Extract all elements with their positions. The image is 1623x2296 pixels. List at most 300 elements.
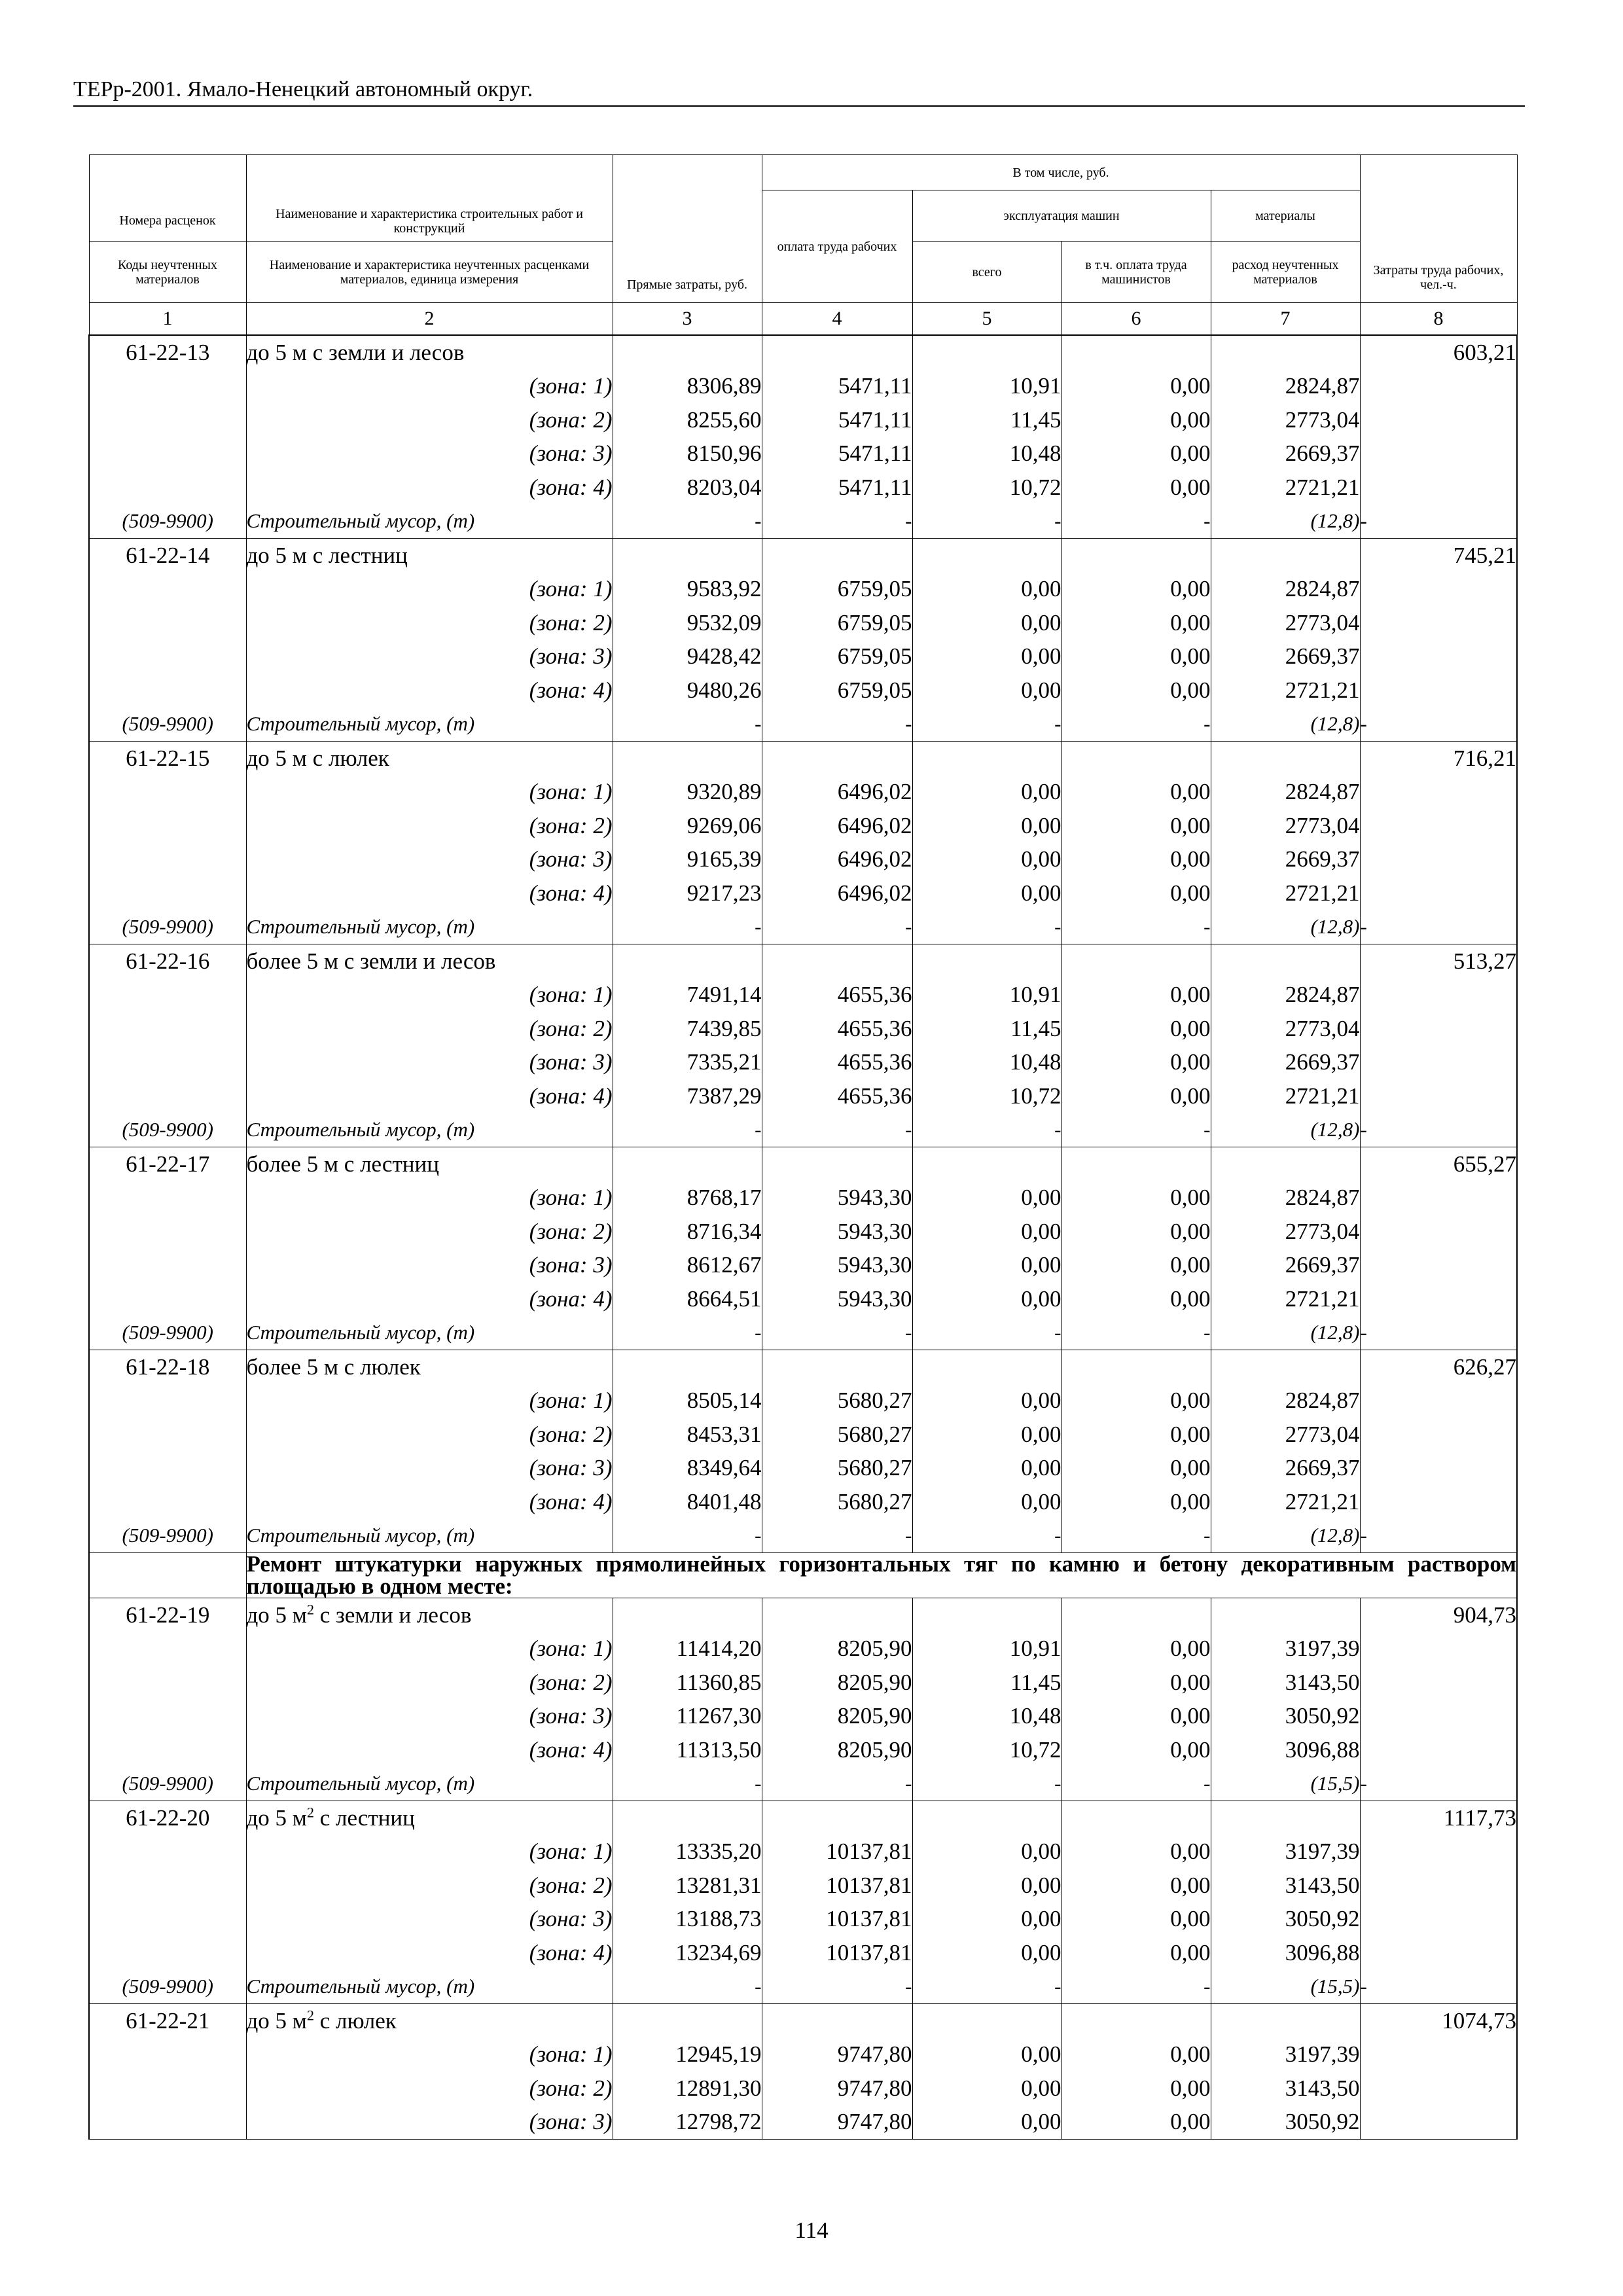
rate-name-tail: с люлек bbox=[313, 2007, 397, 2034]
empty-cell bbox=[912, 1350, 1061, 1384]
direct-cost: 9532,09 bbox=[613, 606, 762, 640]
zone-label: (зона: 3) bbox=[246, 1046, 613, 1080]
empty-cell bbox=[1211, 1350, 1360, 1384]
material-cost: 2773,04 bbox=[1211, 403, 1360, 437]
empty-cell bbox=[1360, 1733, 1517, 1767]
rate-name-text: более 5 м с лестниц bbox=[246, 1151, 439, 1177]
worker-wage: 9747,80 bbox=[762, 2038, 912, 2072]
zone-label: (зона: 2) bbox=[246, 1215, 613, 1249]
rate-title-row bbox=[89, 1350, 1517, 1384]
zone-row bbox=[89, 1418, 1517, 1452]
dash-cell: - bbox=[762, 1970, 912, 2004]
dash-cell: - bbox=[762, 505, 912, 539]
empty-cell bbox=[89, 1903, 246, 1937]
zone-label: (зона: 2) bbox=[246, 606, 613, 640]
dash-cell: - bbox=[912, 708, 1061, 742]
direct-cost: 8716,34 bbox=[613, 1215, 762, 1249]
worker-wage: 8205,90 bbox=[762, 1733, 912, 1767]
empty-cell bbox=[1061, 2004, 1211, 2038]
machine-cost: 0,00 bbox=[912, 1418, 1061, 1452]
colnum-4: 4 bbox=[762, 303, 912, 336]
machine-cost: 10,72 bbox=[912, 471, 1061, 505]
material-name: Строительный мусор, (т) bbox=[246, 1316, 613, 1350]
empty-cell bbox=[1211, 1598, 1360, 1632]
machinist-wage: 0,00 bbox=[1061, 1181, 1211, 1215]
worker-wage: 10137,81 bbox=[762, 1869, 912, 1903]
zone-label: (зона: 1) bbox=[246, 1632, 613, 1666]
empty-cell bbox=[89, 1215, 246, 1249]
machine-cost: 0,00 bbox=[912, 776, 1061, 810]
machinist-wage: 0,00 bbox=[1061, 1903, 1211, 1937]
section-heading-row bbox=[89, 1553, 1517, 1598]
labor-cost: 655,27 bbox=[1360, 1147, 1517, 1181]
zone-row bbox=[89, 809, 1517, 843]
material-cost: 2669,37 bbox=[1211, 640, 1360, 674]
empty-cell bbox=[89, 370, 246, 404]
machinist-wage: 0,00 bbox=[1061, 1733, 1211, 1767]
empty-cell bbox=[1211, 944, 1360, 978]
machinist-wage: 0,00 bbox=[1061, 1452, 1211, 1486]
machine-cost: 0,00 bbox=[912, 876, 1061, 910]
empty-cell bbox=[89, 1384, 246, 1418]
dash-cell: - bbox=[1360, 1970, 1517, 2004]
worker-wage: 5471,11 bbox=[762, 403, 912, 437]
empty-cell bbox=[1360, 573, 1517, 607]
material-cost: 2824,87 bbox=[1211, 776, 1360, 810]
labor-cost: 603,21 bbox=[1360, 335, 1517, 370]
zone-row bbox=[89, 1079, 1517, 1113]
direct-cost: 9583,92 bbox=[613, 573, 762, 607]
worker-wage: 8205,90 bbox=[762, 1666, 912, 1700]
zone-row bbox=[89, 776, 1517, 810]
machinist-wage: 0,00 bbox=[1061, 1485, 1211, 1519]
empty-cell bbox=[1360, 776, 1517, 810]
section-code-cell bbox=[89, 1553, 246, 1598]
zone-label: (зона: 4) bbox=[246, 1733, 613, 1767]
machinist-wage: 0,00 bbox=[1061, 606, 1211, 640]
zone-row bbox=[89, 1666, 1517, 1700]
col2-bottom-header: Наименование и характеристика неучтенных расценками материалов, единица измерения bbox=[246, 242, 613, 303]
zone-row bbox=[89, 1632, 1517, 1666]
machine-cost: 0,00 bbox=[912, 1869, 1061, 1903]
worker-wage: 5471,11 bbox=[762, 370, 912, 404]
material-qty: (15,5) bbox=[1211, 1767, 1360, 1801]
material-cost: 3096,88 bbox=[1211, 1936, 1360, 1970]
empty-cell bbox=[1061, 1801, 1211, 1835]
material-cost: 3050,92 bbox=[1211, 1700, 1360, 1734]
rate-name-text: до 5 м с земли и лесов bbox=[246, 339, 465, 365]
zone-label: (зона: 3) bbox=[246, 1700, 613, 1734]
colnum-3: 3 bbox=[613, 303, 762, 336]
machinist-wage: 0,00 bbox=[1061, 573, 1211, 607]
dash-cell: - bbox=[1360, 1113, 1517, 1147]
empty-cell bbox=[1360, 1835, 1517, 1869]
zone-label: (зона: 1) bbox=[246, 370, 613, 404]
empty-cell bbox=[89, 1632, 246, 1666]
empty-cell bbox=[89, 403, 246, 437]
waste-row bbox=[89, 708, 1517, 742]
empty-cell bbox=[1360, 606, 1517, 640]
machinist-wage: 0,00 bbox=[1061, 673, 1211, 708]
machine-cost: 0,00 bbox=[912, 606, 1061, 640]
machinist-wage: 0,00 bbox=[1061, 370, 1211, 404]
labor-cost: 626,27 bbox=[1360, 1350, 1517, 1384]
direct-cost: 11360,85 bbox=[613, 1666, 762, 1700]
empty-cell bbox=[1360, 1282, 1517, 1316]
zone-label: (зона: 3) bbox=[246, 2106, 613, 2140]
empty-cell bbox=[1360, 1700, 1517, 1734]
rate-code: 61-22-18 bbox=[89, 1350, 246, 1384]
empty-cell bbox=[1360, 1632, 1517, 1666]
empty-cell bbox=[89, 1181, 246, 1215]
material-cost: 2721,21 bbox=[1211, 471, 1360, 505]
dash-cell: - bbox=[1061, 708, 1211, 742]
colnum-5: 5 bbox=[912, 303, 1061, 336]
col2-top-header: Наименование и характеристика строительных работ и конструкций bbox=[246, 155, 613, 242]
worker-wage: 10137,81 bbox=[762, 1835, 912, 1869]
dash-cell: - bbox=[1360, 708, 1517, 742]
machinist-wage: 0,00 bbox=[1061, 1936, 1211, 1970]
empty-cell bbox=[613, 539, 762, 573]
empty-cell bbox=[912, 1598, 1061, 1632]
machinist-wage: 0,00 bbox=[1061, 876, 1211, 910]
materials-group-header: материалы bbox=[1211, 190, 1360, 242]
rate-name bbox=[246, 1801, 613, 1835]
machinist-wage: 0,00 bbox=[1061, 471, 1211, 505]
material-name: Строительный мусор, (т) bbox=[246, 505, 613, 539]
empty-cell bbox=[1360, 640, 1517, 674]
zone-row bbox=[89, 2072, 1517, 2106]
zone-row bbox=[89, 437, 1517, 471]
rate-code: 61-22-15 bbox=[89, 742, 246, 776]
empty-cell bbox=[89, 1485, 246, 1519]
empty-cell bbox=[613, 1147, 762, 1181]
machine-cost: 0,00 bbox=[912, 640, 1061, 674]
machine-cost: 0,00 bbox=[912, 573, 1061, 607]
empty-cell bbox=[89, 640, 246, 674]
dash-cell: - bbox=[1061, 1113, 1211, 1147]
material-name: Строительный мусор, (т) bbox=[246, 1767, 613, 1801]
empty-cell bbox=[762, 1350, 912, 1384]
empty-cell bbox=[1211, 1801, 1360, 1835]
material-cost: 3143,50 bbox=[1211, 1666, 1360, 1700]
rate-title-row bbox=[89, 944, 1517, 978]
zone-row bbox=[89, 1452, 1517, 1486]
zone-label: (зона: 1) bbox=[246, 1181, 613, 1215]
empty-cell bbox=[89, 1700, 246, 1734]
empty-cell bbox=[1360, 809, 1517, 843]
dash-cell: - bbox=[613, 1767, 762, 1801]
material-cost: 2669,37 bbox=[1211, 1249, 1360, 1283]
labor-cost: 745,21 bbox=[1360, 539, 1517, 573]
col1-bottom-header: Коды неучтенных материалов bbox=[89, 242, 246, 303]
material-qty: (15,5) bbox=[1211, 1970, 1360, 2004]
empty-cell bbox=[1360, 2038, 1517, 2072]
zone-row bbox=[89, 1936, 1517, 1970]
worker-wage: 10137,81 bbox=[762, 1903, 912, 1937]
dash-cell: - bbox=[1360, 1316, 1517, 1350]
rate-name bbox=[246, 1598, 613, 1632]
machinist-wage: 0,00 bbox=[1061, 403, 1211, 437]
zone-label: (зона: 2) bbox=[246, 1869, 613, 1903]
empty-cell bbox=[1061, 335, 1211, 370]
material-qty: (12,8) bbox=[1211, 910, 1360, 944]
machinist-wage: 0,00 bbox=[1061, 1249, 1211, 1283]
material-cost: 2824,87 bbox=[1211, 370, 1360, 404]
worker-wage: 6759,05 bbox=[762, 673, 912, 708]
zone-label: (зона: 1) bbox=[246, 1835, 613, 1869]
rate-title-row bbox=[89, 742, 1517, 776]
empty-cell bbox=[89, 1418, 246, 1452]
machine-cost: 0,00 bbox=[912, 1181, 1061, 1215]
empty-cell bbox=[1360, 471, 1517, 505]
empty-cell bbox=[89, 1835, 246, 1869]
machinist-wage: 0,00 bbox=[1061, 1079, 1211, 1113]
zone-label: (зона: 4) bbox=[246, 673, 613, 708]
material-cost: 3143,50 bbox=[1211, 2072, 1360, 2106]
rate-name-text: до 5 м с лестниц bbox=[246, 542, 408, 568]
empty-cell bbox=[1211, 742, 1360, 776]
dash-cell: - bbox=[912, 1316, 1061, 1350]
zone-label: (зона: 1) bbox=[246, 776, 613, 810]
machinist-wage: 0,00 bbox=[1061, 1835, 1211, 1869]
rate-name-text: более 5 м с люлек bbox=[246, 1354, 421, 1380]
worker-wage: 6496,02 bbox=[762, 809, 912, 843]
material-name: Строительный мусор, (т) bbox=[246, 708, 613, 742]
machines-group-header: эксплуатация машин bbox=[912, 190, 1211, 242]
empty-cell bbox=[89, 1046, 246, 1080]
labor-cost: 1074,73 bbox=[1360, 2004, 1517, 2038]
machinist-wage: 0,00 bbox=[1061, 437, 1211, 471]
machine-cost: 0,00 bbox=[912, 2072, 1061, 2106]
col4-header: оплата труда рабочих bbox=[762, 190, 912, 303]
empty-cell bbox=[1061, 1147, 1211, 1181]
empty-cell bbox=[1360, 1181, 1517, 1215]
unit-superscript: 2 bbox=[306, 2007, 314, 2024]
worker-wage: 4655,36 bbox=[762, 1046, 912, 1080]
worker-wage: 5471,11 bbox=[762, 471, 912, 505]
worker-wage: 5680,27 bbox=[762, 1418, 912, 1452]
machinist-wage: 0,00 bbox=[1061, 1282, 1211, 1316]
empty-cell bbox=[89, 1666, 246, 1700]
empty-cell bbox=[89, 606, 246, 640]
rate-title-row bbox=[89, 1147, 1517, 1181]
zone-label: (зона: 2) bbox=[246, 403, 613, 437]
machine-cost: 0,00 bbox=[912, 1249, 1061, 1283]
dash-cell: - bbox=[912, 1113, 1061, 1147]
machine-cost: 11,45 bbox=[912, 403, 1061, 437]
empty-cell bbox=[1360, 1046, 1517, 1080]
running-header: ТЕРр-2001. Ямало-Ненецкий автономный округ. bbox=[73, 77, 533, 101]
direct-cost: 8612,67 bbox=[613, 1249, 762, 1283]
worker-wage: 5943,30 bbox=[762, 1249, 912, 1283]
material-cost: 2721,21 bbox=[1211, 876, 1360, 910]
direct-cost: 9217,23 bbox=[613, 876, 762, 910]
machine-cost: 0,00 bbox=[912, 1282, 1061, 1316]
zone-row bbox=[89, 1384, 1517, 1418]
dash-cell: - bbox=[912, 1519, 1061, 1553]
rate-name-text: до 5 м bbox=[246, 1602, 307, 1628]
empty-cell bbox=[1360, 1079, 1517, 1113]
empty-cell bbox=[762, 335, 912, 370]
direct-cost: 9428,42 bbox=[613, 640, 762, 674]
dash-cell: - bbox=[762, 708, 912, 742]
empty-cell bbox=[89, 1936, 246, 1970]
zone-row bbox=[89, 1485, 1517, 1519]
material-cost: 2721,21 bbox=[1211, 1485, 1360, 1519]
zone-label: (зона: 1) bbox=[246, 978, 613, 1013]
empty-cell bbox=[1360, 1903, 1517, 1937]
direct-cost: 8349,64 bbox=[613, 1452, 762, 1486]
rate-name bbox=[246, 1350, 613, 1384]
colnum-1: 1 bbox=[89, 303, 246, 336]
material-code: (509-9900) bbox=[89, 708, 246, 742]
dash-cell: - bbox=[613, 1316, 762, 1350]
zone-row bbox=[89, 1903, 1517, 1937]
rate-name bbox=[246, 1147, 613, 1181]
labor-cost: 716,21 bbox=[1360, 742, 1517, 776]
machinist-wage: 0,00 bbox=[1061, 1632, 1211, 1666]
dash-cell: - bbox=[613, 1113, 762, 1147]
empty-cell bbox=[912, 335, 1061, 370]
zone-row bbox=[89, 1869, 1517, 1903]
machinist-wage: 0,00 bbox=[1061, 809, 1211, 843]
machinist-wage: 0,00 bbox=[1061, 2072, 1211, 2106]
material-cost: 2721,21 bbox=[1211, 1079, 1360, 1113]
zone-row bbox=[89, 640, 1517, 674]
dash-cell: - bbox=[613, 1970, 762, 2004]
dash-cell: - bbox=[613, 505, 762, 539]
machinist-wage: 0,00 bbox=[1061, 2038, 1211, 2072]
waste-row bbox=[89, 910, 1517, 944]
dash-cell: - bbox=[1061, 1767, 1211, 1801]
empty-cell bbox=[1360, 978, 1517, 1013]
zone-label: (зона: 2) bbox=[246, 1012, 613, 1046]
rate-name bbox=[246, 2004, 613, 2038]
material-cost: 2773,04 bbox=[1211, 1215, 1360, 1249]
direct-cost: 8505,14 bbox=[613, 1384, 762, 1418]
empty-cell bbox=[613, 2004, 762, 2038]
machine-cost: 11,45 bbox=[912, 1666, 1061, 1700]
empty-cell bbox=[1061, 944, 1211, 978]
zone-row bbox=[89, 1181, 1517, 1215]
page-number: 114 bbox=[794, 2217, 829, 2243]
direct-cost: 8453,31 bbox=[613, 1418, 762, 1452]
worker-wage: 4655,36 bbox=[762, 1079, 912, 1113]
rate-name-text: до 5 м bbox=[246, 2007, 307, 2034]
labor-cost: 513,27 bbox=[1360, 944, 1517, 978]
direct-cost: 11414,20 bbox=[613, 1632, 762, 1666]
colnum-7: 7 bbox=[1211, 303, 1360, 336]
direct-cost: 9320,89 bbox=[613, 776, 762, 810]
empty-cell bbox=[762, 1147, 912, 1181]
empty-cell bbox=[1360, 673, 1517, 708]
dash-cell: - bbox=[912, 910, 1061, 944]
unit-superscript: 2 bbox=[306, 1804, 314, 1821]
machinist-wage: 0,00 bbox=[1061, 1666, 1211, 1700]
waste-row bbox=[89, 1519, 1517, 1553]
material-code: (509-9900) bbox=[89, 1519, 246, 1553]
waste-row bbox=[89, 1113, 1517, 1147]
material-cost: 3050,92 bbox=[1211, 2106, 1360, 2140]
rate-name bbox=[246, 944, 613, 978]
col6-header: в т.ч. оплата труда машинистов bbox=[1061, 242, 1211, 303]
empty-cell bbox=[613, 742, 762, 776]
worker-wage: 9747,80 bbox=[762, 2072, 912, 2106]
zone-row bbox=[89, 1046, 1517, 1080]
zone-row bbox=[89, 2038, 1517, 2072]
machinist-wage: 0,00 bbox=[1061, 640, 1211, 674]
rate-title-row bbox=[89, 1598, 1517, 1632]
machine-cost: 0,00 bbox=[912, 2038, 1061, 2072]
colnum-8: 8 bbox=[1360, 303, 1517, 336]
material-cost: 2669,37 bbox=[1211, 1452, 1360, 1486]
direct-cost: 12798,72 bbox=[613, 2106, 762, 2140]
machine-cost: 0,00 bbox=[912, 1835, 1061, 1869]
empty-cell bbox=[1360, 370, 1517, 404]
material-cost: 2824,87 bbox=[1211, 978, 1360, 1013]
direct-cost: 7335,21 bbox=[613, 1046, 762, 1080]
colnum-6: 6 bbox=[1061, 303, 1211, 336]
empty-cell bbox=[762, 1801, 912, 1835]
zone-row bbox=[89, 403, 1517, 437]
empty-cell bbox=[762, 1598, 912, 1632]
material-qty: (12,8) bbox=[1211, 1113, 1360, 1147]
empty-cell bbox=[1061, 1350, 1211, 1384]
rates-table bbox=[88, 154, 1518, 2140]
direct-cost: 13234,69 bbox=[613, 1936, 762, 1970]
direct-cost: 8401,48 bbox=[613, 1485, 762, 1519]
header-rule bbox=[73, 105, 1525, 107]
unit-superscript: 2 bbox=[306, 1601, 314, 1618]
material-cost: 2721,21 bbox=[1211, 1282, 1360, 1316]
rate-name bbox=[246, 539, 613, 573]
empty-cell bbox=[89, 1079, 246, 1113]
material-cost: 3143,50 bbox=[1211, 1869, 1360, 1903]
table-head bbox=[89, 155, 1517, 336]
machine-cost: 0,00 bbox=[912, 1215, 1061, 1249]
material-code: (509-9900) bbox=[89, 1970, 246, 2004]
machine-cost: 10,48 bbox=[912, 437, 1061, 471]
machine-cost: 0,00 bbox=[912, 673, 1061, 708]
zone-label: (зона: 3) bbox=[246, 1452, 613, 1486]
direct-cost: 8150,96 bbox=[613, 437, 762, 471]
material-cost: 3096,88 bbox=[1211, 1733, 1360, 1767]
zone-label: (зона: 3) bbox=[246, 437, 613, 471]
direct-cost: 7491,14 bbox=[613, 978, 762, 1013]
dash-cell: - bbox=[762, 1767, 912, 1801]
material-name: Строительный мусор, (т) bbox=[246, 1519, 613, 1553]
direct-cost: 7439,85 bbox=[613, 1012, 762, 1046]
machinist-wage: 0,00 bbox=[1061, 1700, 1211, 1734]
material-cost: 3197,39 bbox=[1211, 1835, 1360, 1869]
zone-label: (зона: 2) bbox=[246, 809, 613, 843]
empty-cell bbox=[1360, 843, 1517, 877]
worker-wage: 6759,05 bbox=[762, 606, 912, 640]
zone-label: (зона: 2) bbox=[246, 2072, 613, 2106]
column-number-row bbox=[89, 303, 1517, 336]
worker-wage: 6496,02 bbox=[762, 876, 912, 910]
section-title: Ремонт штукатурки наружных прямолинейных горизонтальных тяг по камню и бетону декоративным раствором площадью в одном месте: bbox=[246, 1551, 1516, 1599]
zone-label: (зона: 2) bbox=[246, 1666, 613, 1700]
empty-cell bbox=[89, 573, 246, 607]
zone-label: (зона: 3) bbox=[246, 843, 613, 877]
zone-label: (зона: 1) bbox=[246, 573, 613, 607]
rate-name-tail: с земли и лесов bbox=[313, 1602, 472, 1628]
empty-cell bbox=[1360, 1249, 1517, 1283]
rate-code: 61-22-14 bbox=[89, 539, 246, 573]
zone-row bbox=[89, 876, 1517, 910]
